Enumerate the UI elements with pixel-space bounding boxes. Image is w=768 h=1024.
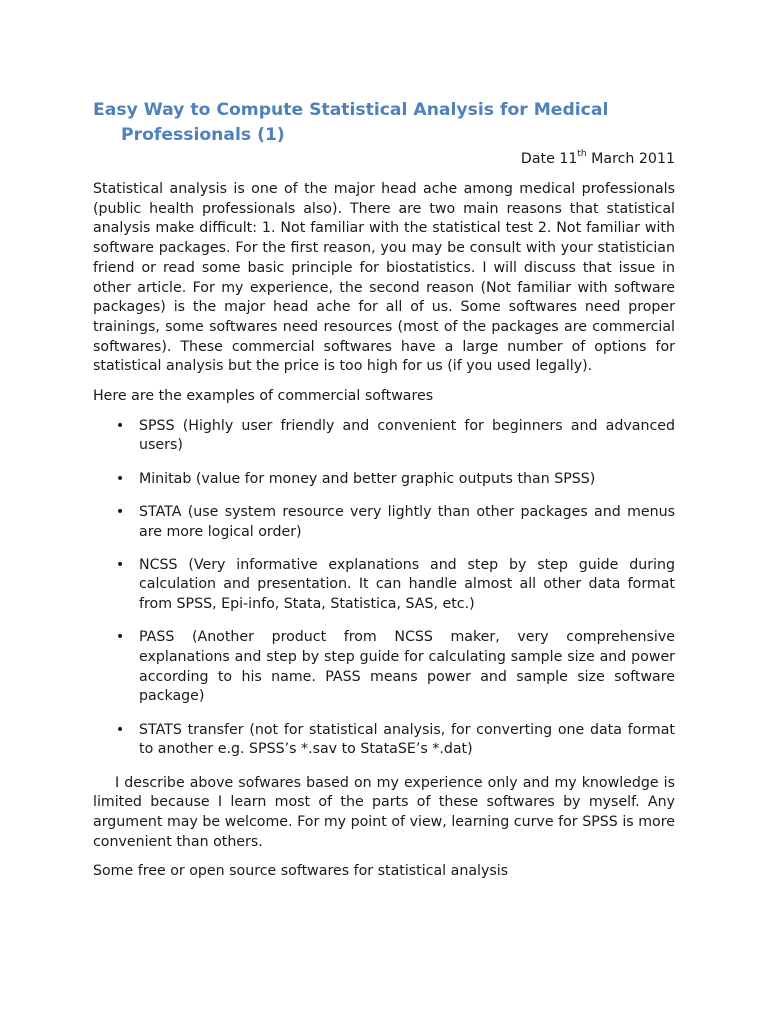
free-software-heading: Some free or open source softwares for statistical analysis	[93, 863, 509, 880]
title-line-1: Easy Way to Compute Statistical Analysis for Medical	[93, 100, 609, 120]
list-item-text: STATS transfer (not for statistical analysis, for converting one data format to another e.g. SPSS’s *.sav to StataSE’s *.dat)	[139, 721, 675, 758]
date-prefix: Date 11	[520, 151, 578, 167]
bullet-icon: •	[115, 721, 125, 738]
title-line-2: Professionals (1)	[121, 125, 285, 145]
list-item	[93, 556, 675, 615]
bullet-icon: •	[115, 470, 125, 487]
list-item	[93, 628, 675, 707]
bullet-icon: •	[115, 503, 125, 520]
document-title	[93, 98, 683, 148]
list-item-text: Minitab (value for money and better graphic outputs than SPSS)	[139, 470, 596, 487]
intro-paragraph: Statistical analysis is one of the major head ache among medical professionals (public health professionals also). There are two main reasons that statistical analysis make difficult: 1. Not familiar with the statistical test 2. Not familiar with software packages. For the first reason, you may be consult with your statistician friend or read some basic principle for biostatistics. I will discuss that issue in other article. For my experience, the second reason (Not familiar with software packages) is the major head ache for all of us. Some softwares need proper trainings, some softwares need resources (most of the packages are commercial softwares). These commercial softwares have a large number of options for statistical analysis but the price is too high for us (if you used legally).	[93, 181, 675, 375]
document-date	[521, 149, 675, 169]
list-item-text: PASS (Another product from NCSS maker, very comprehensive explanations and step by step guide for calculating sample size and power according to his name. PASS means power and sample size software package)	[139, 629, 675, 705]
bullet-icon: •	[115, 629, 125, 646]
document-body	[93, 180, 675, 892]
list-item-text: SPSS (Highly user friendly and convenient for beginners and advanced users)	[139, 417, 675, 454]
date-suffix: March 2011	[586, 151, 675, 167]
bullet-icon: •	[115, 417, 125, 434]
list-item	[93, 721, 675, 760]
list-item	[93, 417, 675, 456]
opinion-paragraph: I describe above sofwares based on my experience only and my knowledge is limited because I learn most of the parts of these softwares by myself. Any argument may be welcome. For my point of view, learning curve for SPSS is more convenient than others.	[93, 774, 675, 850]
list-item-text: NCSS (Very informative explanations and step by step guide during calculation and presentation. It can handle almost all other data format from SPSS, Epi-info, Stata, Statistica, SAS, etc.)	[139, 556, 675, 613]
commercial-heading: Here are the examples of commercial softwares	[93, 388, 434, 405]
commercial-software-list	[93, 417, 675, 760]
list-item	[93, 470, 675, 490]
list-item-text: STATA (use system resource very lightly than other packages and menus are more logical order)	[139, 503, 675, 540]
list-item	[93, 503, 675, 542]
bullet-icon: •	[115, 556, 125, 573]
date-superscript: th	[577, 149, 587, 160]
